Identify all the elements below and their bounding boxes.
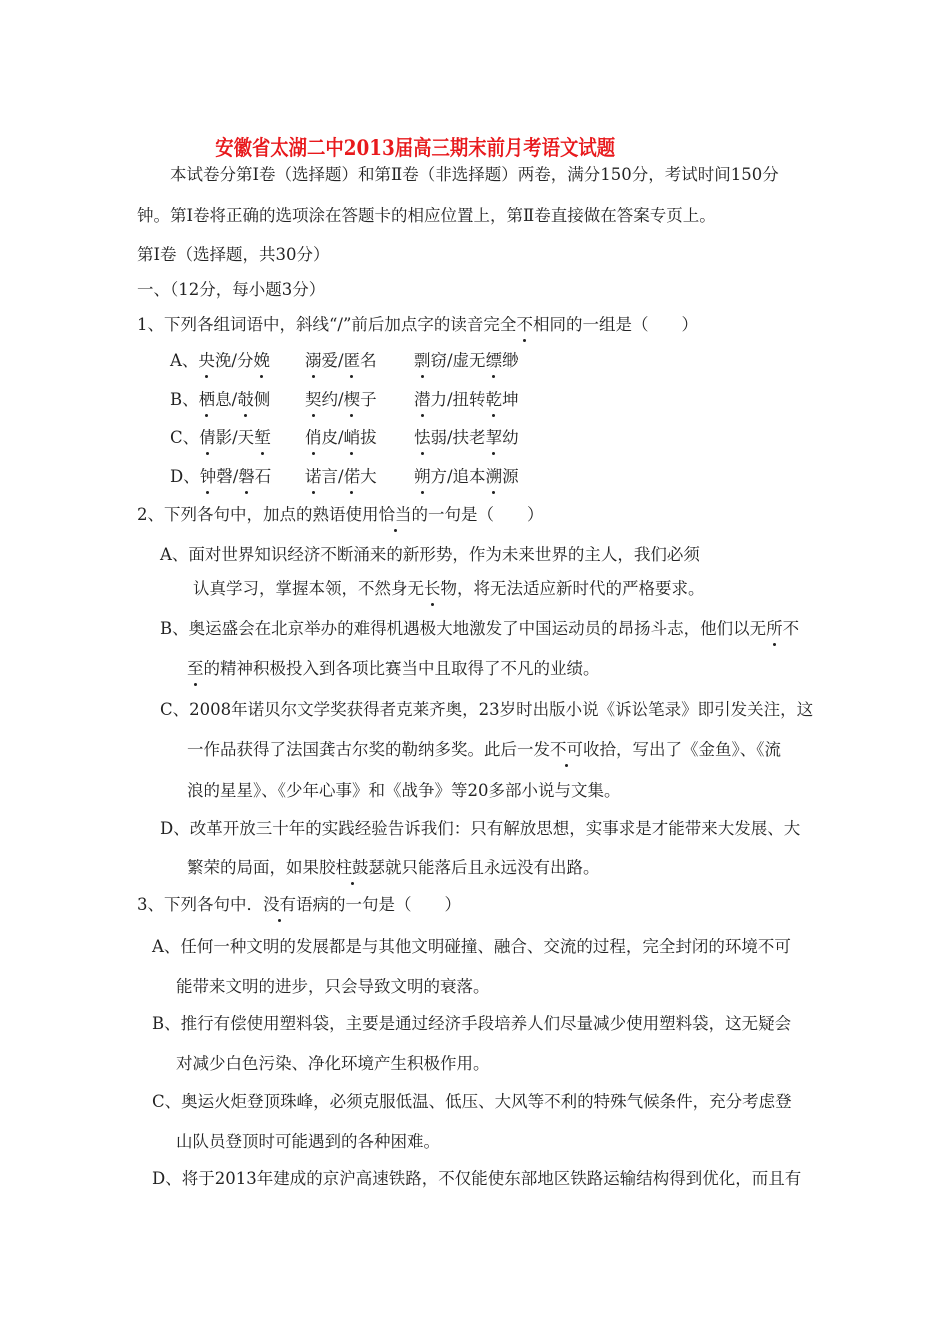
q2-option-c-line-1: C、2008年诺贝尔文学奖获得者克莱齐奥，23岁时出版小说《诉讼笔录》即引发关注，这 bbox=[160, 700, 814, 719]
q2-option-b-line-2: 至的精神积极投入到各项比赛当中且取得了不凡的业绩。 bbox=[187, 659, 600, 678]
q3-option-b-line-1: B、推行有偿使用塑料袋，主要是通过经济手段培养人们尽量减少使用塑料袋，这无疑会 bbox=[152, 1014, 792, 1033]
q1-option-b-word3: 潜力/扭转乾坤 bbox=[414, 390, 519, 409]
q3-option-c-line-1: C、奥运火炬登顶珠峰，必须克服低温、低压、大风等不利的特殊气候条件，充分考虑登 bbox=[152, 1092, 792, 1111]
page-title: 安徽省太湖二中2013届高三期末前月考语文试题 bbox=[215, 135, 616, 160]
intro-line-1: 本试卷分第Ⅰ卷（选择题）和第Ⅱ卷（非选择题）两卷，满分150分，考试时间150分 bbox=[170, 165, 779, 184]
question-1-stem: 1、下列各组词语中，斜线“/”前后加点字的读音完全不相同的一组是（ ） bbox=[137, 315, 698, 334]
q1-option-a-word3: 剽窃/虚无缥缈 bbox=[414, 351, 519, 370]
q3-option-d-line-1: D、将于2013年建成的京沪高速铁路，不仅能使东部地区铁路运输结构得到优化，而且有 bbox=[152, 1169, 802, 1188]
intro-line-2: 钟。第Ⅰ卷将正确的选项涂在答题卡的相应位置上，第Ⅱ卷直接做在答案专页上。 bbox=[137, 206, 716, 225]
q3-option-b-line-2: 对减少白色污染、净化环境产生积极作用。 bbox=[176, 1054, 490, 1073]
q3-option-a-line-1: A、任何一种文明的发展都是与其他文明碰撞、融合、交流的过程，完全封闭的环境不可 bbox=[152, 937, 791, 956]
q2-option-a-line-1: A、面对世界知识经济不断涌来的新形势，作为未来世界的主人，我们必须 bbox=[160, 545, 700, 564]
q1-option-a: A、央浼/分娩 bbox=[170, 351, 270, 370]
q3-option-a-line-2: 能带来文明的进步，只会导致文明的衰落。 bbox=[176, 977, 490, 996]
section-heading: 第Ⅰ卷（选择题，共30分） bbox=[137, 245, 330, 264]
q2-option-b-line-1: B、奥运盛会在北京举办的难得机遇极大地激发了中国运动员的昂扬斗志，他们以无所不 bbox=[160, 619, 800, 638]
q3-option-c-line-2: 山队员登顶时可能遇到的各种困难。 bbox=[176, 1132, 440, 1151]
q1-option-b-word2: 契约/楔子 bbox=[305, 390, 377, 409]
q1-option-d: D、钟磬/磐石 bbox=[170, 467, 272, 486]
q1-option-c: C、倩影/天堑 bbox=[170, 428, 271, 447]
q1-option-d-word2: 诺言/偌大 bbox=[305, 467, 377, 486]
q2-option-a-line-2: 认真学习，掌握本领，不然身无长物，将无法适应新时代的严格要求。 bbox=[193, 579, 705, 598]
part-heading: 一、（12分，每小题3分） bbox=[137, 280, 326, 299]
q1-option-a-word2: 溺爱/匿名 bbox=[305, 351, 377, 370]
q1-option-b: B、栖息/攲侧 bbox=[170, 390, 271, 409]
q1-option-c-word3: 怯弱/扶老挈幼 bbox=[414, 428, 519, 447]
question-3-stem: 3、下列各句中．没有语病的一句是（ ） bbox=[137, 895, 461, 914]
q2-option-c-line-3: 浪的星星》、《少年心事》和《战争》等20多部小说与文集。 bbox=[187, 781, 621, 800]
q2-option-c-line-2: 一作品获得了法国龚古尔奖的勒纳多奖。此后一发不可收拾，写出了《金鱼》、《流 bbox=[187, 740, 781, 759]
q1-option-d-word3: 朔方/追本溯源 bbox=[414, 467, 519, 486]
q2-option-d-line-2: 繁荣的局面，如果胶柱鼓瑟就只能落后且永远没有出路。 bbox=[187, 858, 600, 877]
q1-option-c-word2: 俏皮/峭拔 bbox=[305, 428, 377, 447]
q2-option-d-line-1: D、改革开放三十年的实践经验告诉我们：只有解放思想，实事求是才能带来大发展、大 bbox=[160, 819, 801, 838]
question-2-stem: 2、下列各句中，加点的熟语使用恰当的一句是（ ） bbox=[137, 505, 544, 524]
